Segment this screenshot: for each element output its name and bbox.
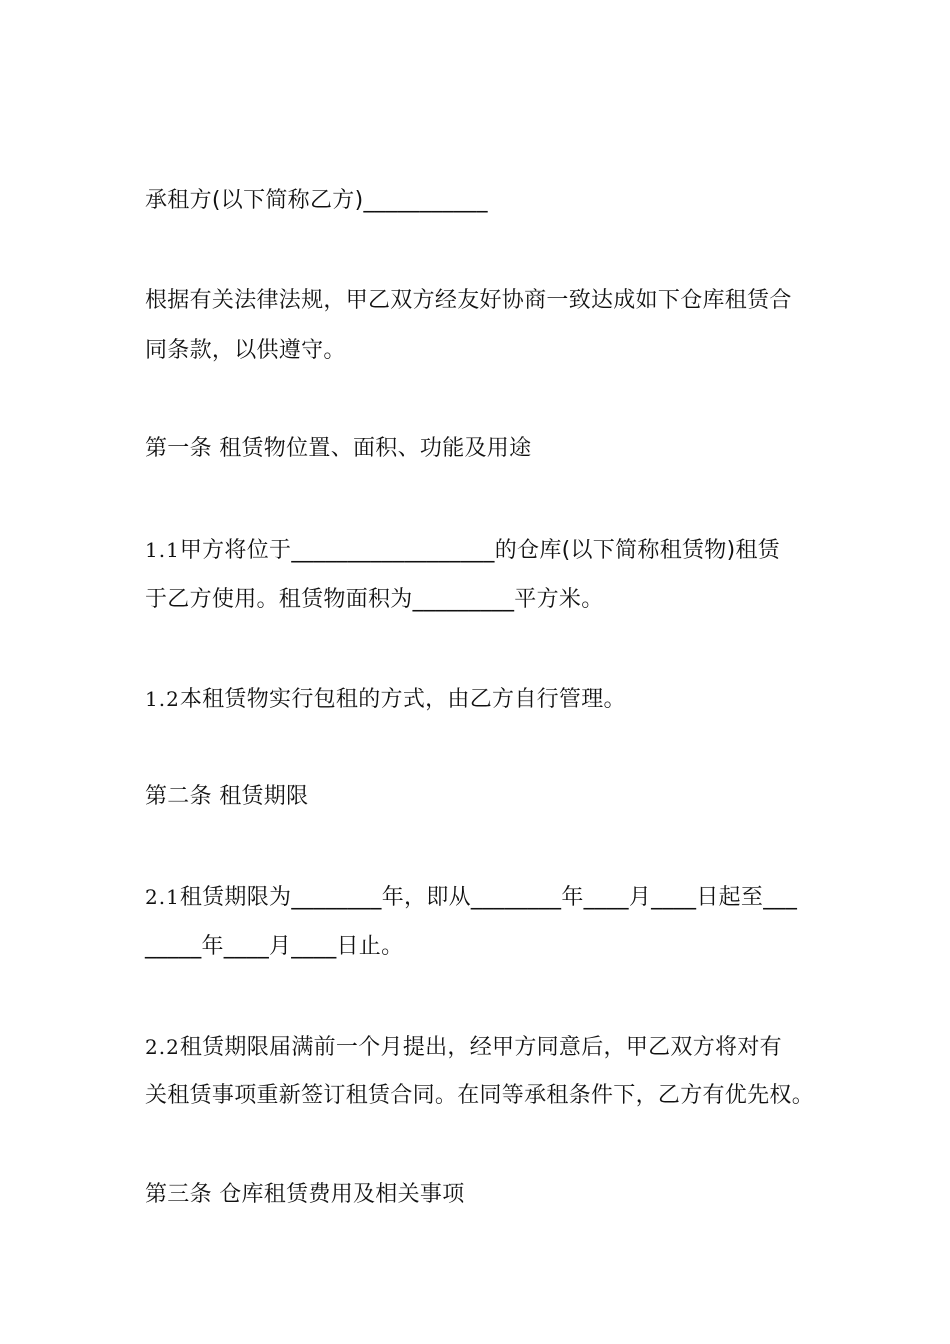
clause-2-1-line-2 <box>145 932 825 962</box>
clause-2-2-text-1: 租赁期限届满前一个月提出，经甲方同意后，甲乙双方将对有 <box>179 1035 782 1060</box>
clause-number-1-1: 1.1 <box>145 538 180 562</box>
article-1-heading <box>145 434 825 464</box>
clause-2-2-text-2: 关租赁事项重新签订租赁合同。在同等承租条件下，乙方有优先权。 <box>145 1083 815 1108</box>
clause-number-1-2: 1.2 <box>145 687 180 711</box>
clause-1-2-line <box>145 684 825 715</box>
clause-number-2-2: 2.2 <box>145 1035 180 1059</box>
clause-2-2-line-1 <box>145 1032 825 1063</box>
clause-1-1-text-2: 于乙方使用。租赁物面积为_________平方米。 <box>145 587 604 612</box>
clause-2-1-text-2: _____年____月____日止。 <box>145 934 404 959</box>
article-3-title: 第三条 仓库租赁费用及相关事项 <box>145 1182 465 1207</box>
article-3-heading <box>145 1180 825 1210</box>
preamble-text-1: 根据有关法律法规，甲乙双方经友好协商一致达成如下仓库租赁合 <box>145 288 792 313</box>
preamble-line-2 <box>145 336 825 366</box>
clause-number-2-1: 2.1 <box>145 885 180 909</box>
article-2-title: 第二条 租赁期限 <box>145 784 309 809</box>
clause-1-2-text: 本租赁物实行包租的方式，由乙方自行管理。 <box>179 687 626 712</box>
clause-2-1-text-1: 租赁期限为________年，即从________年____月____日起至___ <box>179 885 798 910</box>
article-2-heading <box>145 782 825 812</box>
clause-2-1-line-1 <box>145 882 825 913</box>
lessee-text: 承租方(以下简称乙方)___________ <box>145 188 488 213</box>
clause-1-1-line-1 <box>145 535 825 566</box>
clause-1-1-line-2 <box>145 585 825 615</box>
preamble-line-1 <box>145 286 825 316</box>
clause-1-1-text-1: 甲方将位于__________________的仓库(以下简称租赁物)租赁 <box>179 538 781 563</box>
clause-2-2-line-2 <box>145 1081 825 1111</box>
preamble-text-2: 同条款，以供遵守。 <box>145 338 346 363</box>
lessee-line <box>145 186 825 216</box>
article-1-title: 第一条 租赁物位置、面积、功能及用途 <box>145 436 532 461</box>
